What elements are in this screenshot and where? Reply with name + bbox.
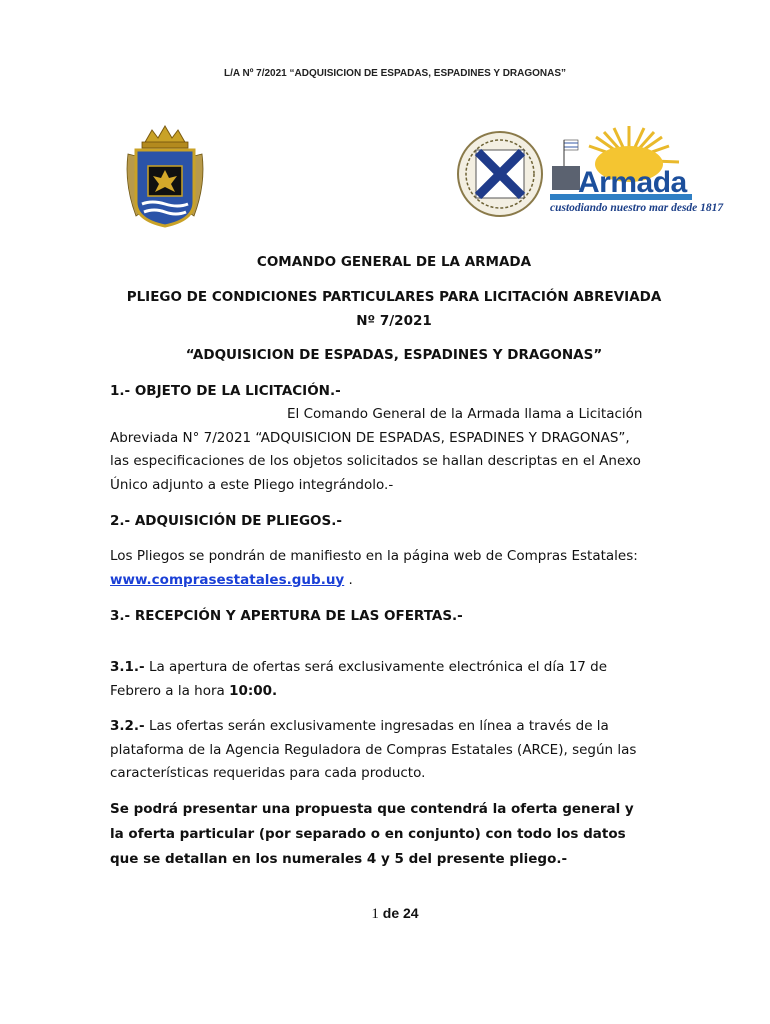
compras-estatales-link[interactable]: www.comprasestatales.gub.uy [110, 571, 345, 588]
section-2-body [110, 545, 678, 592]
armada-motto: custodiando nuestro mar desde 1817 [550, 202, 724, 214]
paragraph-3-2-line: características requeridas para cada producto. [110, 765, 426, 781]
paragraph-3-2 [110, 715, 678, 786]
bold-notice-line: Se podrá presentar una propuesta que contendrá la oferta general y [110, 801, 634, 817]
bold-notice-line: la oferta particular (por separado o en conjunto) con todo los datos [110, 826, 626, 842]
paragraph-3-1-line: La apertura de ofertas será exclusivamente electrónica el día 17 de [144, 659, 608, 675]
organization-title: COMANDO GENERAL DE LA ARMADA [256, 254, 532, 270]
page-number: 1 [371, 906, 379, 922]
section-1-heading: 1.- OBJETO DE LA LICITACIÓN.- [110, 383, 341, 399]
running-header: L/A Nº 7/2021 “ADQUISICION DE ESPADAS, ESPADINES Y DRAGONAS” [223, 68, 567, 79]
opening-time: 10:00. [229, 682, 278, 699]
paragraph-3-2-line: plataforma de la Agencia Reguladora de Compras Estatales (ARCE), según las [110, 741, 637, 758]
armada-wordmark: Armada [578, 166, 687, 199]
section-2-line: Los Pliegos se pondrán de manifiesto en la página web de Compras Estatales: [110, 548, 638, 564]
document-subject: “ADQUISICION DE ESPADAS, ESPADINES Y DRAGONAS” [185, 347, 603, 363]
paragraph-3-1-line: Febrero a la hora [110, 682, 230, 699]
section-3-heading: 3.- RECEPCIÓN Y APERTURA DE LAS OFERTAS.- [110, 608, 463, 624]
armada-logo [454, 122, 724, 226]
paragraph-3-2-line: Las ofertas serán exclusivamente ingresadas en línea a través de la [144, 718, 609, 734]
bold-notice-line: que se detallan en los numerales 4 y 5 del presente pliego.- [110, 851, 568, 867]
section-1-line: las especificaciones de los objetos solicitados se hallan descriptas en el Anexo [110, 453, 641, 469]
paragraph-number: 3.2.- [110, 718, 145, 734]
link-trailing-text: . [344, 571, 353, 588]
section-1-line: Único adjunto a este Pliego integrándolo.- [110, 476, 394, 493]
paragraph-3-1 [110, 656, 678, 703]
section-1-body [110, 403, 678, 497]
paragraph-number: 3.1.- [110, 659, 145, 675]
section-1-line: El Comando General de la Armada llama a Licitación [287, 406, 643, 422]
section-2-heading: 2.- ADQUISICIÓN DE PLIEGOS.- [110, 513, 342, 529]
section-1-line: Abreviada N° 7/2021 “ADQUISICION DE ESPADAS, ESPADINES Y DRAGONAS”, [110, 429, 630, 446]
page-total: de 24 [378, 905, 419, 921]
document-title-line-1: PLIEGO DE CONDICIONES PARTICULARES PARA LICITACIÓN ABREVIADA [126, 289, 662, 305]
navy-command-crest-logo [122, 124, 208, 228]
bold-notice [110, 797, 678, 872]
document-title-line-2: Nº 7/2021 [356, 313, 432, 329]
page-footer [0, 905, 770, 923]
